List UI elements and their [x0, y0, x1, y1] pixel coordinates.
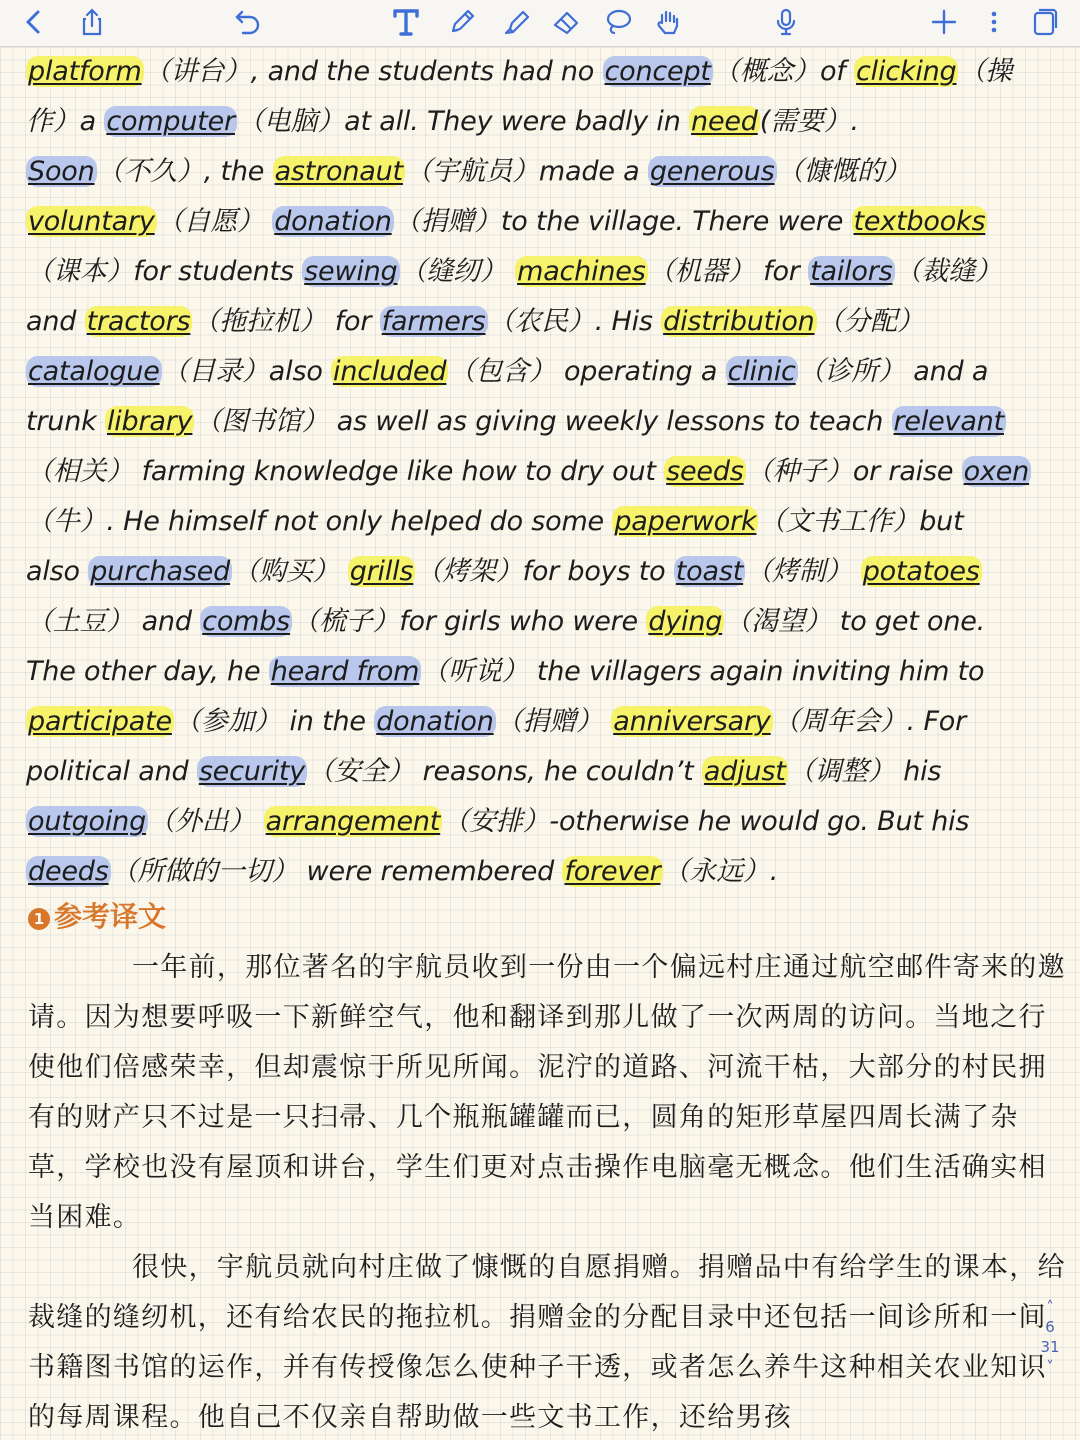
undo-icon[interactable] — [228, 2, 268, 42]
passage-text: trunk — [26, 406, 105, 437]
passage-text: （机器） for — [647, 256, 809, 287]
highlighted-word: participate — [28, 706, 172, 737]
passage-text: （自愿） — [156, 206, 273, 237]
passage-line — [26, 347, 1066, 397]
eraser-icon[interactable] — [546, 2, 586, 42]
passage-text: 作）a — [26, 106, 105, 137]
passage-text: （捐赠）to the village. There were — [393, 206, 852, 237]
highlighted-word: need — [691, 106, 758, 137]
top-toolbar — [0, 0, 1080, 47]
passage-text: （安全） reasons, he couldn’t — [307, 756, 702, 787]
highlighted-word: seeds — [666, 456, 744, 487]
mic-icon[interactable] — [766, 2, 806, 42]
highlighted-word: dying — [648, 606, 723, 637]
highlighted-word: included — [333, 356, 447, 387]
passage-text: （烤制） — [745, 556, 861, 587]
highlighted-word: donation — [274, 206, 392, 237]
reference-title: 参考译文 — [54, 900, 167, 933]
highlighted-word: library — [106, 406, 193, 437]
passage-text: （渴望） to get one. — [724, 606, 986, 637]
highlighted-word: farmers — [381, 306, 486, 337]
passage-text: （土豆） and — [26, 606, 201, 637]
passage-text: （梳子）for girls who were — [292, 606, 647, 637]
highlighted-word: security — [198, 756, 306, 787]
page-indicator[interactable] — [1038, 1297, 1062, 1377]
highlighted-word: computer — [106, 106, 235, 137]
passage-text: （牛）. He himself not only helped do some — [26, 506, 613, 537]
highlighted-word: clicking — [856, 56, 957, 87]
highlighted-word: concept — [604, 56, 711, 87]
highlighted-word: distribution — [663, 306, 815, 337]
passage-text: （参加） in the — [173, 706, 375, 737]
highlighted-word: relevant — [893, 406, 1004, 437]
passage-line — [26, 247, 1066, 297]
highlighted-word: voluntary — [28, 206, 155, 237]
passage-text: （操 — [958, 56, 1013, 87]
notebook-page[interactable] — [0, 47, 1080, 1440]
highlighted-word: platform — [28, 56, 142, 87]
passage-text: （种子）or raise — [745, 456, 962, 487]
passage-text: also — [26, 556, 89, 587]
passage-text: （缝纫） — [399, 256, 516, 287]
passage-text: （图书馆） as well as giving weekly lessons to teach — [194, 406, 892, 437]
pages-icon[interactable] — [1024, 2, 1064, 42]
highlighted-word: toast — [675, 556, 744, 587]
highlighted-word: donation — [376, 706, 494, 737]
highlighted-word: purchased — [90, 556, 231, 587]
passage-text: （宇航员）made a — [404, 156, 648, 187]
passage-text: （周年会）. For — [772, 706, 967, 737]
highlighted-word: anniversary — [613, 706, 771, 737]
passage-text: The other day, he — [26, 656, 269, 687]
highlighted-word: adjust — [703, 756, 786, 787]
page-down-icon[interactable]: ˅ — [1046, 1358, 1054, 1376]
highlighted-word: outgoing — [28, 806, 147, 837]
highlighted-word: paperwork — [614, 506, 757, 537]
highlighted-word: generous — [649, 156, 775, 187]
passage-text: （文书工作）but — [758, 506, 964, 537]
passage-line — [26, 197, 1066, 247]
passage-text: （捐赠） — [495, 706, 612, 737]
total-pages: 31 — [1040, 1338, 1060, 1356]
pen-icon[interactable] — [442, 2, 482, 42]
passage-text: （安排）-otherwise he would go. But his — [442, 806, 970, 837]
highlighted-word: deeds — [28, 856, 109, 887]
highlighted-word: textbooks — [853, 206, 986, 237]
passage-text: （包含） operating a — [448, 356, 726, 387]
passage-text: （所做的一切） were remembered — [110, 856, 563, 887]
highlighted-word: astronaut — [274, 156, 403, 187]
highlighted-word: catalogue — [28, 356, 160, 387]
highlighter-icon[interactable] — [496, 2, 536, 42]
text-icon[interactable] — [386, 2, 426, 42]
passage-text: （分配） — [816, 306, 924, 337]
back-icon[interactable] — [14, 2, 54, 42]
passage-text: （概念）of — [712, 56, 854, 87]
passage-line — [26, 797, 1066, 847]
translation-paragraph-1: 一年前，那位著名的宇航员收到一份由一个偏远村庄通过航空邮件寄来的邀请。因为想要呼吸一下新鲜空气，他和翻译到那儿做了一次两周的访问。当地之行使他们倍感荣幸，但却震惊于所见所闻。泥泞的道路、河流干枯，大部分的村民拥有的财产只不过是一只扫帚、几个瓶瓶罐罐而已，圆角的矩形草屋四周长满了杂草，学校也没有屋顶和讲台，学生们更对点击操作电脑毫无概念。他们生活确实相当困难。 — [28, 952, 1066, 1233]
share-icon[interactable] — [72, 2, 112, 42]
passage-text: （农民）. His — [487, 306, 662, 337]
passage-line — [26, 547, 1066, 597]
passage-text: (需要）. — [759, 106, 859, 137]
passage-line — [26, 297, 1066, 347]
passage-text: （相关） farming knowledge like how to dry out — [26, 456, 665, 487]
passage-text: （诊所） and a — [797, 356, 989, 387]
highlighted-word: heard from — [270, 656, 420, 687]
passage-text: （慷慨的） — [776, 156, 911, 187]
passage-text: （购买） — [232, 556, 348, 587]
passage-text: （裁缝） — [894, 256, 1002, 287]
passage-line — [26, 647, 1066, 697]
highlighted-word: tailors — [810, 256, 893, 287]
translation-paragraph-2: 很快，宇航员就向村庄做了慷慨的自愿捐赠。捐赠品中有给学生的课本，给裁缝的缝纫机，还有给农民的拖拉机。捐赠金的分配目录中还包括一间诊所和一间书籍图书馆的运作，并有传授像怎么使种子干透，或者怎么养牛这种相关农业知识的每周课程。他自己不仅亲自帮助做一些文书工作，还给男孩 — [28, 1252, 1066, 1433]
passage-text: （讲台）, and the students had no — [143, 56, 603, 87]
lasso-icon[interactable] — [598, 2, 638, 42]
passage-text: （不久）, the — [96, 156, 273, 187]
passage-text: （调整） his — [787, 756, 942, 787]
passage-text: （永远）. — [662, 856, 779, 887]
passage-line — [26, 697, 1066, 747]
passage-text: （拖拉机） for — [192, 306, 380, 337]
highlighted-word: Soon — [28, 156, 95, 187]
hand-icon[interactable] — [648, 2, 688, 42]
highlighted-word: clinic — [727, 356, 796, 387]
passage-text: （外出） — [148, 806, 264, 837]
page-up-icon[interactable]: ˄ — [1046, 1298, 1054, 1316]
passage-line — [26, 97, 1066, 147]
passage-line — [26, 447, 1066, 497]
passage-line — [26, 597, 1066, 647]
reference-translation-heading — [28, 897, 166, 937]
highlighted-word: combs — [202, 606, 291, 637]
passage-line — [26, 847, 1066, 897]
highlighted-word: forever — [564, 856, 661, 887]
passage-text: and — [26, 306, 85, 337]
passage-line — [26, 497, 1066, 547]
current-page: 6 — [1045, 1318, 1055, 1336]
highlighted-word: grills — [349, 556, 414, 587]
passage-text: （听说） the villagers again inviting him to — [421, 656, 985, 687]
highlighted-word: oxen — [963, 456, 1030, 487]
highlighted-word: arrangement — [265, 806, 441, 837]
passage-text: （烤架）for boys to — [415, 556, 674, 587]
section-number-badge: 1 — [28, 908, 50, 930]
chinese-translation — [28, 943, 1068, 1440]
highlighted-word: tractors — [86, 306, 191, 337]
english-passage — [26, 47, 1066, 897]
passage-line — [26, 397, 1066, 447]
more-icon[interactable] — [974, 2, 1014, 42]
highlighted-word: machines — [517, 256, 646, 287]
highlighted-word: sewing — [304, 256, 398, 287]
add-icon[interactable] — [924, 2, 964, 42]
passage-line — [26, 47, 1066, 97]
passage-text: （课本）for students — [26, 256, 303, 287]
passage-text: （电脑）at all. They were badly in — [236, 106, 690, 137]
passage-text: political and — [26, 756, 197, 787]
passage-line — [26, 147, 1066, 197]
passage-line — [26, 747, 1066, 797]
passage-text: （目录）also — [161, 356, 332, 387]
highlighted-word: potatoes — [862, 556, 980, 587]
